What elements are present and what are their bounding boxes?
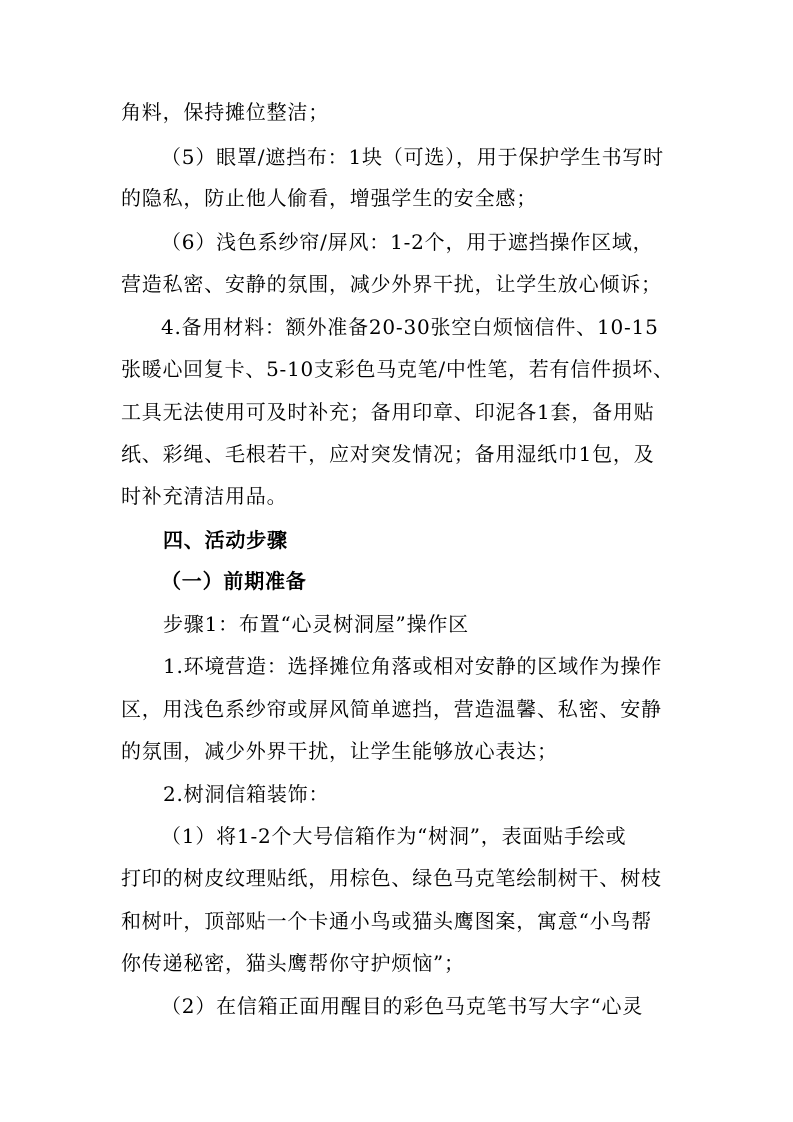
body-text-line: 2.树洞信箱装饰： (163, 782, 330, 806)
body-text-line: 工具无法使用可及时补充；备用印章、印泥各1套，备用贴 (121, 400, 655, 424)
body-text-line: 纸、彩绳、毛根若干，应对突发情况；备用湿纸巾1包，及 (121, 442, 655, 466)
body-text-line: 你传递秘密，猫头鹰帮你守护烦恼”； (121, 951, 465, 975)
section-heading: 四、活动步骤 (163, 528, 288, 552)
body-text-line: 和树叶，顶部贴一个卡通小鸟或猫头鹰图案，寓意“小鸟帮 (121, 909, 653, 933)
body-text-line: （6）浅色系纱帘/屏风：1-2个，用于遮挡操作区域， (161, 230, 654, 254)
body-text-line: 角料，保持摊位整洁； (121, 100, 329, 124)
body-text-line: 的氛围，减少外界干扰，让学生能够放心表达； (121, 739, 558, 763)
body-text-line: 营造私密、安静的氛围，减少外界干扰，让学生放心倾诉； (121, 272, 662, 296)
body-text-line: 的隐私，防止他人偷看，增强学生的安全感； (121, 186, 537, 210)
body-text-line: （1）将1-2个大号信箱作为“树洞”，表面贴手绘或 (161, 824, 627, 848)
body-text-line: 4.备用材料：额外准备20-30张空白烦恼信件、10-15 (161, 315, 659, 339)
body-text-line: 1.环境营造：选择摊位角落或相对安静的区域作为操作 (163, 654, 663, 678)
body-text-line: 区，用浅色系纱帘或屏风简单遮挡，营造温馨、私密、安静 (121, 697, 662, 721)
body-text-line: 步骤1：布置“心灵树洞屋”操作区 (163, 612, 469, 636)
body-text-line: （2）在信箱正面用醒目的彩色马克笔书写大字“心灵 (161, 994, 644, 1018)
body-text-line: （5）眼罩/遮挡布：1块（可选），用于保护学生书写时 (161, 145, 664, 169)
body-text-line: 时补充清洁用品。 (121, 484, 288, 508)
subsection-heading: （一）前期准备 (161, 569, 307, 593)
body-text-line: 张暖心回复卡、5-10支彩色马克笔/中性笔，若有信件损坏、 (121, 357, 674, 381)
body-text-line: 打印的树皮纹理贴纸，用棕色、绿色马克笔绘制树干、树枝 (121, 866, 662, 890)
